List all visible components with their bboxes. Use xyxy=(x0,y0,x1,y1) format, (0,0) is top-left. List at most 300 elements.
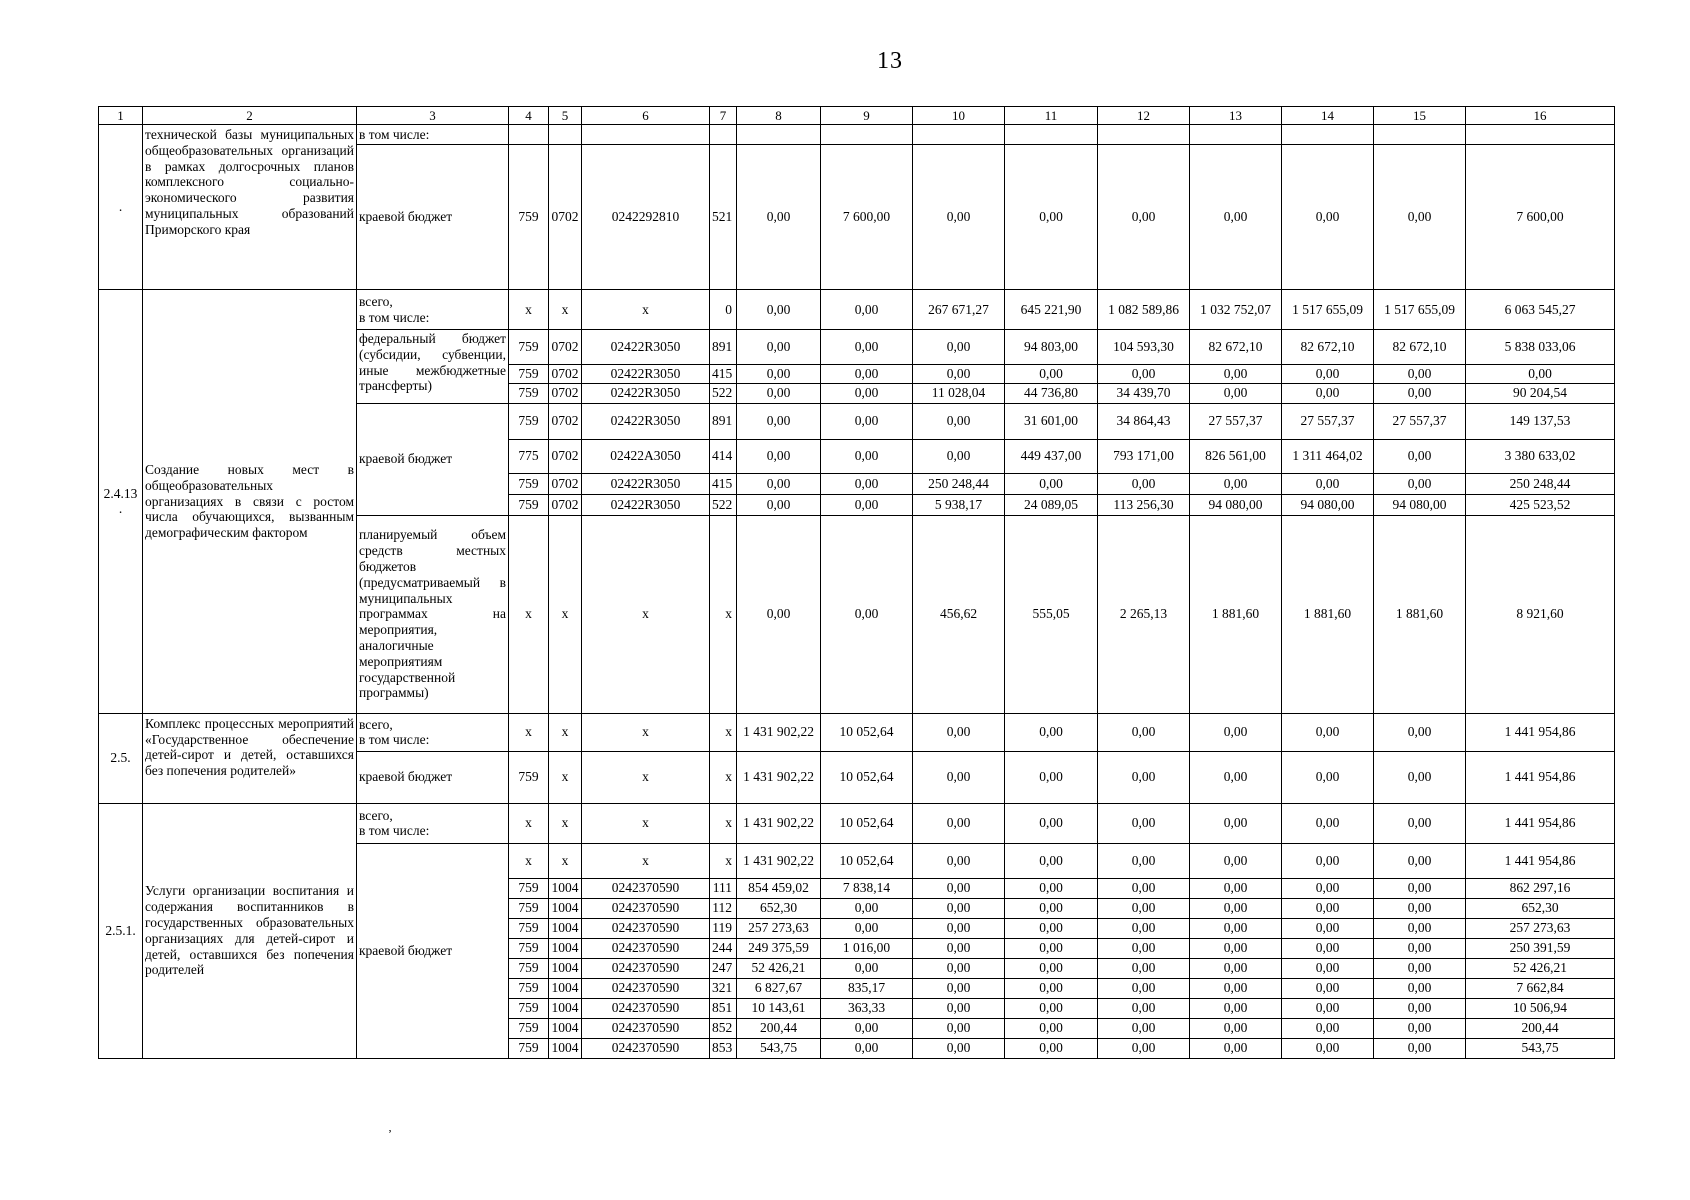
value-col13: 0,00 xyxy=(1190,938,1282,958)
target-article-code: 0242370590 xyxy=(582,918,710,938)
value-col10: 0,00 xyxy=(913,938,1005,958)
value-total: 5 838 033,06 xyxy=(1466,330,1615,365)
value-col8: 0,00 xyxy=(737,383,821,403)
value-col14: 0,00 xyxy=(1282,898,1374,918)
target-article-code: 02422R3050 xyxy=(582,365,710,384)
value-col8: 200,44 xyxy=(737,1018,821,1038)
value-col13: 27 557,37 xyxy=(1190,403,1282,439)
value-col9: 0,00 xyxy=(821,515,913,713)
empty-cell xyxy=(582,125,710,145)
value-col14: 0,00 xyxy=(1282,751,1374,803)
value-col12: 0,00 xyxy=(1098,958,1190,978)
value-col15: 1 517 655,09 xyxy=(1374,290,1466,330)
value-col14: 0,00 xyxy=(1282,938,1374,958)
empty-cell xyxy=(1190,125,1282,145)
ministry-code: 759 xyxy=(509,978,549,998)
section-code: x xyxy=(549,713,582,751)
empty-cell xyxy=(1466,125,1615,145)
expense-type-code: x xyxy=(710,803,737,843)
column-header: 3 xyxy=(357,107,509,125)
value-total: 6 063 545,27 xyxy=(1466,290,1615,330)
funding-source: краевой бюджет xyxy=(357,751,509,803)
value-total: 52 426,21 xyxy=(1466,958,1615,978)
value-col15: 0,00 xyxy=(1374,473,1466,494)
ministry-code: 759 xyxy=(509,365,549,384)
expense-type-code: 247 xyxy=(710,958,737,978)
value-col9: 10 052,64 xyxy=(821,843,913,878)
value-col12: 0,00 xyxy=(1098,843,1190,878)
section-code: x xyxy=(549,290,582,330)
value-col12: 34 864,43 xyxy=(1098,403,1190,439)
funding-source-regional: краевой бюджет xyxy=(357,403,509,515)
value-col15: 0,00 xyxy=(1374,978,1466,998)
expense-type-code: 521 xyxy=(710,145,737,290)
column-header: 10 xyxy=(913,107,1005,125)
value-col10: 11 028,04 xyxy=(913,383,1005,403)
row-number: 2.5. xyxy=(99,713,143,803)
column-header: 12 xyxy=(1098,107,1190,125)
row-number: . xyxy=(99,125,143,290)
value-col9: 10 052,64 xyxy=(821,803,913,843)
value-total: 1 441 954,86 xyxy=(1466,751,1615,803)
value-col15: 0,00 xyxy=(1374,145,1466,290)
value-col9: 0,00 xyxy=(821,494,913,515)
value-col9: 1 016,00 xyxy=(821,938,913,958)
table-row xyxy=(99,713,1615,751)
value-col14: 1 881,60 xyxy=(1282,515,1374,713)
target-article-code: 0242370590 xyxy=(582,1038,710,1058)
column-number-row xyxy=(99,107,1615,125)
value-col13: 0,00 xyxy=(1190,898,1282,918)
activity-name: технической базы муниципальных общеобразовательных организаций в рамках долгосрочных планов комплексного социально-экономического развития муниципальных образований Приморского края xyxy=(143,125,357,290)
value-col9: 10 052,64 xyxy=(821,713,913,751)
column-header: 6 xyxy=(582,107,710,125)
value-col10: 0,00 xyxy=(913,145,1005,290)
value-col9: 7 838,14 xyxy=(821,878,913,898)
value-col13: 0,00 xyxy=(1190,918,1282,938)
value-col8: 0,00 xyxy=(737,145,821,290)
ministry-code: 775 xyxy=(509,439,549,473)
expense-type-code: 321 xyxy=(710,978,737,998)
value-col9: 0,00 xyxy=(821,330,913,365)
value-col8: 1 431 902,22 xyxy=(737,713,821,751)
value-col9: 0,00 xyxy=(821,958,913,978)
target-article-code: 0242370590 xyxy=(582,978,710,998)
column-header: 1 xyxy=(99,107,143,125)
empty-cell xyxy=(1374,125,1466,145)
value-total: 8 921,60 xyxy=(1466,515,1615,713)
value-col12: 793 171,00 xyxy=(1098,439,1190,473)
section-code: 1004 xyxy=(549,918,582,938)
value-col14: 0,00 xyxy=(1282,878,1374,898)
section-code: x xyxy=(549,803,582,843)
value-total: 1 441 954,86 xyxy=(1466,843,1615,878)
value-col10: 0,00 xyxy=(913,1038,1005,1058)
section-code: 1004 xyxy=(549,1038,582,1058)
target-article-code: x xyxy=(582,713,710,751)
column-header: 5 xyxy=(549,107,582,125)
value-col10: 0,00 xyxy=(913,330,1005,365)
value-total: 3 380 633,02 xyxy=(1466,439,1615,473)
column-header: 14 xyxy=(1282,107,1374,125)
expense-type-code: 414 xyxy=(710,439,737,473)
ministry-code: 759 xyxy=(509,1018,549,1038)
ministry-code: 759 xyxy=(509,898,549,918)
expense-type-code: 111 xyxy=(710,878,737,898)
expense-type-code: 891 xyxy=(710,403,737,439)
row-number: 2.5.1. xyxy=(99,803,143,1058)
value-col11: 0,00 xyxy=(1005,938,1098,958)
value-col10: 0,00 xyxy=(913,1018,1005,1038)
ministry-code: 759 xyxy=(509,330,549,365)
value-col15: 0,00 xyxy=(1374,439,1466,473)
value-col11: 94 803,00 xyxy=(1005,330,1098,365)
value-col10: 0,00 xyxy=(913,898,1005,918)
value-col11: 0,00 xyxy=(1005,713,1098,751)
section-code: 1004 xyxy=(549,938,582,958)
table-row xyxy=(99,125,1615,145)
value-col15: 0,00 xyxy=(1374,843,1466,878)
target-article-code: 0242292810 xyxy=(582,145,710,290)
value-col14: 0,00 xyxy=(1282,473,1374,494)
section-code: x xyxy=(549,515,582,713)
target-article-code: x xyxy=(582,515,710,713)
section-code: 0702 xyxy=(549,365,582,384)
value-col11: 0,00 xyxy=(1005,843,1098,878)
target-article-code: 02422R3050 xyxy=(582,473,710,494)
expense-type-code: x xyxy=(710,751,737,803)
value-col9: 10 052,64 xyxy=(821,751,913,803)
empty-cell xyxy=(913,125,1005,145)
value-total: 149 137,53 xyxy=(1466,403,1615,439)
value-col13: 0,00 xyxy=(1190,365,1282,384)
funding-source-regional: краевой бюджет xyxy=(357,843,509,1058)
value-total: 425 523,52 xyxy=(1466,494,1615,515)
value-col13: 0,00 xyxy=(1190,843,1282,878)
value-col14: 94 080,00 xyxy=(1282,494,1374,515)
expense-type-code: 522 xyxy=(710,494,737,515)
value-col10: 0,00 xyxy=(913,843,1005,878)
value-col14: 0,00 xyxy=(1282,713,1374,751)
column-header: 7 xyxy=(710,107,737,125)
value-total: 250 391,59 xyxy=(1466,938,1615,958)
expense-type-code: 851 xyxy=(710,998,737,1018)
value-col12: 0,00 xyxy=(1098,713,1190,751)
value-col15: 0,00 xyxy=(1374,998,1466,1018)
value-col15: 0,00 xyxy=(1374,803,1466,843)
value-col15: 27 557,37 xyxy=(1374,403,1466,439)
target-article-code: x xyxy=(582,290,710,330)
value-col15: 0,00 xyxy=(1374,383,1466,403)
ministry-code: 759 xyxy=(509,494,549,515)
value-col8: 652,30 xyxy=(737,898,821,918)
value-col11: 0,00 xyxy=(1005,803,1098,843)
target-article-code: x xyxy=(582,843,710,878)
expense-type-code: 415 xyxy=(710,473,737,494)
value-total: 652,30 xyxy=(1466,898,1615,918)
value-col13: 826 561,00 xyxy=(1190,439,1282,473)
value-col9: 363,33 xyxy=(821,998,913,1018)
value-col12: 0,00 xyxy=(1098,365,1190,384)
section-code: 0702 xyxy=(549,473,582,494)
value-col14: 1 311 464,02 xyxy=(1282,439,1374,473)
value-col11: 0,00 xyxy=(1005,751,1098,803)
target-article-code: 0242370590 xyxy=(582,878,710,898)
value-col14: 0,00 xyxy=(1282,383,1374,403)
value-col13: 0,00 xyxy=(1190,1038,1282,1058)
section-code: 1004 xyxy=(549,958,582,978)
page-number: 13 xyxy=(877,48,903,74)
value-col8: 543,75 xyxy=(737,1038,821,1058)
ministry-code: 759 xyxy=(509,403,549,439)
value-col11: 0,00 xyxy=(1005,998,1098,1018)
value-col11: 0,00 xyxy=(1005,145,1098,290)
section-code: 1004 xyxy=(549,978,582,998)
value-col11: 0,00 xyxy=(1005,473,1098,494)
column-header: 4 xyxy=(509,107,549,125)
value-col14: 0,00 xyxy=(1282,998,1374,1018)
value-total: 7 600,00 xyxy=(1466,145,1615,290)
expense-type-code: 891 xyxy=(710,330,737,365)
value-col11: 0,00 xyxy=(1005,1018,1098,1038)
value-col15: 0,00 xyxy=(1374,751,1466,803)
value-col11: 0,00 xyxy=(1005,1038,1098,1058)
value-total: 90 204,54 xyxy=(1466,383,1615,403)
ministry-code: 759 xyxy=(509,473,549,494)
value-col9: 0,00 xyxy=(821,383,913,403)
value-col14: 0,00 xyxy=(1282,918,1374,938)
value-col8: 1 431 902,22 xyxy=(737,843,821,878)
value-col12: 0,00 xyxy=(1098,898,1190,918)
value-col10: 0,00 xyxy=(913,713,1005,751)
value-col15: 94 080,00 xyxy=(1374,494,1466,515)
value-total: 7 662,84 xyxy=(1466,978,1615,998)
expense-type-code: 112 xyxy=(710,898,737,918)
ministry-code: 759 xyxy=(509,383,549,403)
section-code: 0702 xyxy=(549,330,582,365)
value-col13: 1 881,60 xyxy=(1190,515,1282,713)
ministry-code: 759 xyxy=(509,998,549,1018)
value-col8: 249 375,59 xyxy=(737,938,821,958)
value-col14: 0,00 xyxy=(1282,958,1374,978)
value-col8: 0,00 xyxy=(737,494,821,515)
value-col15: 0,00 xyxy=(1374,878,1466,898)
empty-cell xyxy=(1005,125,1098,145)
target-article-code: 0242370590 xyxy=(582,958,710,978)
section-code: x xyxy=(549,751,582,803)
value-total: 1 441 954,86 xyxy=(1466,803,1615,843)
ministry-code: 759 xyxy=(509,145,549,290)
value-col15: 0,00 xyxy=(1374,1018,1466,1038)
value-col13: 82 672,10 xyxy=(1190,330,1282,365)
value-col8: 0,00 xyxy=(737,365,821,384)
value-col11: 44 736,80 xyxy=(1005,383,1098,403)
value-col15: 0,00 xyxy=(1374,958,1466,978)
value-total: 10 506,94 xyxy=(1466,998,1615,1018)
target-article-code: x xyxy=(582,751,710,803)
target-article-code: 0242370590 xyxy=(582,1018,710,1038)
target-article-code: 02422R3050 xyxy=(582,330,710,365)
value-col11: 449 437,00 xyxy=(1005,439,1098,473)
section-code: 0702 xyxy=(549,494,582,515)
value-col12: 0,00 xyxy=(1098,998,1190,1018)
value-col12: 0,00 xyxy=(1098,938,1190,958)
ministry-code: 759 xyxy=(509,958,549,978)
value-col10: 267 671,27 xyxy=(913,290,1005,330)
value-col13: 0,00 xyxy=(1190,978,1282,998)
empty-cell xyxy=(549,125,582,145)
value-col11: 0,00 xyxy=(1005,898,1098,918)
expense-type-code: x xyxy=(710,515,737,713)
expense-type-code: 0 xyxy=(710,290,737,330)
value-col11: 645 221,90 xyxy=(1005,290,1098,330)
value-col11: 0,00 xyxy=(1005,365,1098,384)
target-article-code: 0242370590 xyxy=(582,938,710,958)
value-col14: 0,00 xyxy=(1282,1038,1374,1058)
section-code: 0702 xyxy=(549,383,582,403)
value-col13: 1 032 752,07 xyxy=(1190,290,1282,330)
value-col10: 0,00 xyxy=(913,403,1005,439)
ministry-code: x xyxy=(509,713,549,751)
value-col13: 0,00 xyxy=(1190,803,1282,843)
value-col11: 31 601,00 xyxy=(1005,403,1098,439)
section-code: 1004 xyxy=(549,898,582,918)
value-col10: 0,00 xyxy=(913,751,1005,803)
value-col9: 0,00 xyxy=(821,439,913,473)
value-col14: 0,00 xyxy=(1282,803,1374,843)
value-total: 1 441 954,86 xyxy=(1466,713,1615,751)
value-col10: 0,00 xyxy=(913,803,1005,843)
value-col12: 0,00 xyxy=(1098,978,1190,998)
value-col8: 0,00 xyxy=(737,439,821,473)
value-col12: 0,00 xyxy=(1098,145,1190,290)
column-header: 9 xyxy=(821,107,913,125)
expense-type-code: x xyxy=(710,843,737,878)
value-col9: 7 600,00 xyxy=(821,145,913,290)
value-col8: 0,00 xyxy=(737,515,821,713)
value-col13: 0,00 xyxy=(1190,1018,1282,1038)
value-col8: 1 431 902,22 xyxy=(737,803,821,843)
value-col12: 104 593,30 xyxy=(1098,330,1190,365)
activity-name: Создание новых мест в общеобразовательных организациях в связи с ростом числа обучающихся, вызванным демографическим фактором xyxy=(143,290,357,714)
value-total: 200,44 xyxy=(1466,1018,1615,1038)
target-article-code: 02422R3050 xyxy=(582,383,710,403)
value-col15: 0,00 xyxy=(1374,1038,1466,1058)
table-row xyxy=(99,803,1615,843)
funding-source-federal: федеральный бюджет (субсидии, субвенции, иные межбюджетные трансферты) xyxy=(357,330,509,404)
value-col14: 82 672,10 xyxy=(1282,330,1374,365)
expense-type-code: 522 xyxy=(710,383,737,403)
value-col14: 0,00 xyxy=(1282,1018,1374,1038)
value-col9: 0,00 xyxy=(821,473,913,494)
value-col9: 0,00 xyxy=(821,403,913,439)
table-row xyxy=(99,290,1615,330)
funding-source: всего, в том числе: xyxy=(357,713,509,751)
value-col13: 94 080,00 xyxy=(1190,494,1282,515)
value-col15: 0,00 xyxy=(1374,365,1466,384)
value-col8: 6 827,67 xyxy=(737,978,821,998)
stray-mark: ‚ xyxy=(388,1120,392,1134)
value-col9: 0,00 xyxy=(821,365,913,384)
value-col13: 0,00 xyxy=(1190,751,1282,803)
ministry-code: 759 xyxy=(509,878,549,898)
value-col15: 82 672,10 xyxy=(1374,330,1466,365)
column-header: 11 xyxy=(1005,107,1098,125)
column-header: 15 xyxy=(1374,107,1466,125)
value-col12: 0,00 xyxy=(1098,1038,1190,1058)
value-col10: 5 938,17 xyxy=(913,494,1005,515)
value-col9: 0,00 xyxy=(821,1018,913,1038)
target-article-code: 02422A3050 xyxy=(582,439,710,473)
value-col8: 257 273,63 xyxy=(737,918,821,938)
value-col12: 113 256,30 xyxy=(1098,494,1190,515)
value-col9: 0,00 xyxy=(821,1038,913,1058)
section-code: 0702 xyxy=(549,403,582,439)
expense-type-code: 852 xyxy=(710,1018,737,1038)
value-col15: 0,00 xyxy=(1374,918,1466,938)
value-col8: 854 459,02 xyxy=(737,878,821,898)
ministry-code: x xyxy=(509,803,549,843)
value-col14: 0,00 xyxy=(1282,843,1374,878)
budget-table xyxy=(98,106,1615,1059)
value-col13: 0,00 xyxy=(1190,878,1282,898)
funding-source: всего, в том числе: xyxy=(357,290,509,330)
value-total: 257 273,63 xyxy=(1466,918,1615,938)
target-article-code: 0242370590 xyxy=(582,998,710,1018)
value-col11: 0,00 xyxy=(1005,978,1098,998)
value-col15: 0,00 xyxy=(1374,938,1466,958)
value-col10: 0,00 xyxy=(913,958,1005,978)
section-code: 1004 xyxy=(549,1018,582,1038)
value-col14: 0,00 xyxy=(1282,978,1374,998)
value-col10: 0,00 xyxy=(913,365,1005,384)
value-col10: 0,00 xyxy=(913,878,1005,898)
value-col12: 0,00 xyxy=(1098,803,1190,843)
value-col11: 24 089,05 xyxy=(1005,494,1098,515)
activity-name: Комплекс процессных мероприятий «Государственное обеспечение детей-сирот и детей, оставшихся без попечения родителей» xyxy=(143,713,357,803)
value-col14: 1 517 655,09 xyxy=(1282,290,1374,330)
value-col11: 0,00 xyxy=(1005,918,1098,938)
column-header: 16 xyxy=(1466,107,1615,125)
value-col13: 0,00 xyxy=(1190,713,1282,751)
value-col15: 1 881,60 xyxy=(1374,515,1466,713)
value-col12: 0,00 xyxy=(1098,1018,1190,1038)
target-article-code: 02422R3050 xyxy=(582,403,710,439)
value-col11: 0,00 xyxy=(1005,958,1098,978)
value-col12: 0,00 xyxy=(1098,878,1190,898)
value-col10: 456,62 xyxy=(913,515,1005,713)
value-col12: 0,00 xyxy=(1098,751,1190,803)
column-header: 2 xyxy=(143,107,357,125)
column-header: 8 xyxy=(737,107,821,125)
value-col8: 1 431 902,22 xyxy=(737,751,821,803)
column-header: 13 xyxy=(1190,107,1282,125)
ministry-code: x xyxy=(509,290,549,330)
value-col12: 0,00 xyxy=(1098,473,1190,494)
value-col8: 0,00 xyxy=(737,330,821,365)
value-col14: 0,00 xyxy=(1282,365,1374,384)
value-total: 250 248,44 xyxy=(1466,473,1615,494)
ministry-code: x xyxy=(509,515,549,713)
value-col8: 0,00 xyxy=(737,473,821,494)
expense-type-code: 244 xyxy=(710,938,737,958)
value-col9: 0,00 xyxy=(821,918,913,938)
value-col9: 0,00 xyxy=(821,290,913,330)
empty-cell xyxy=(737,125,821,145)
value-total: 0,00 xyxy=(1466,365,1615,384)
ministry-code: 759 xyxy=(509,938,549,958)
section-code: 0702 xyxy=(549,145,582,290)
